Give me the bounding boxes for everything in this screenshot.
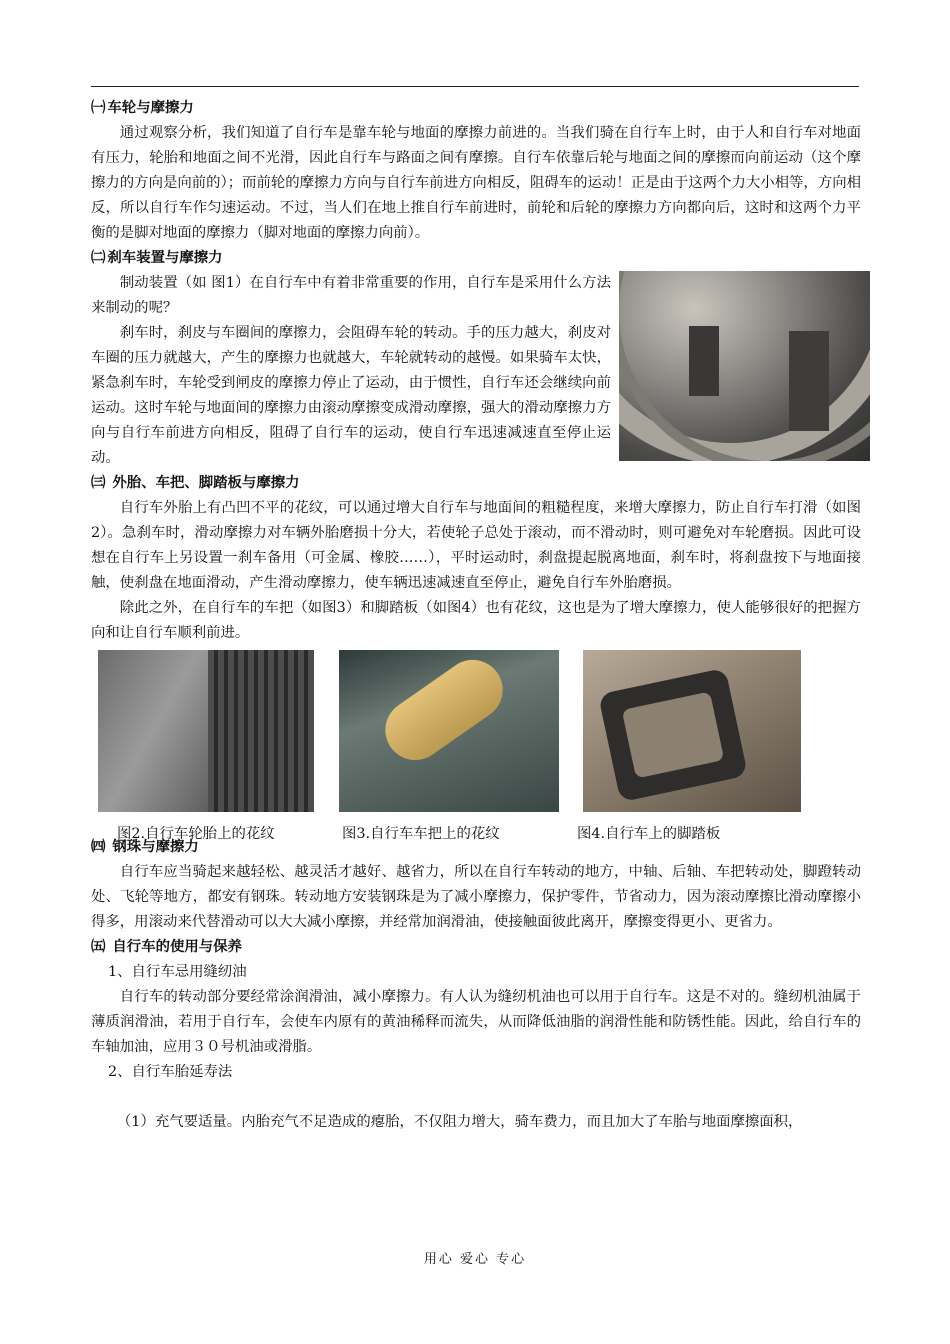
section-2-block (91, 271, 861, 471)
figure-row (91, 650, 861, 842)
section-2-paragraph-2: 刹车时，刹皮与车圈间的摩擦力，会阻碍车轮的转动。手的压力越大，刹皮对车圈的压力就越大，产生的摩擦力也就越大，车轮就转动的越慢。如果骑车太快，紧急刹车时，车轮受到闸皮的摩擦力停止了运动，由于惯性，自行车还会继续向前运动。这时车轮与地面间的摩擦力由滚动摩擦变成滑动摩擦，强大的滑动摩擦力方向与自行车前进方向相反，阻碍了自行车的运动，使自行车迅速减速直至停止运动。 (91, 325, 611, 466)
header-rule (91, 86, 859, 87)
section-2-paragraph-1: 制动装置（如 图1）在自行车中有着非常重要的作用，自行车是采用什么方法来制动的呢？ (91, 275, 611, 316)
section-1-title: 车轮与摩擦力 (107, 100, 194, 116)
section-3-paragraph-1: 自行车外胎上有凸凹不平的花纹，可以通过增大自行车与地面间的粗糙程度，来增大摩擦力，防止自行车打滑（如图2）。急刹车时，滑动摩擦力对车辆外胎磨损十分大，若使轮子总处于滚动，而不滑动时，则可避免对车轮磨损。因此可设想在自行车上另设置一刹车备用（可金属、橡胶……），平时运动时，刹盘提起脱离地面，刹车时，将刹盘按下与地面接触，使刹盘在地面滑动，产生滑动摩擦力，使车辆迅速减速直至停止，避免自行车外胎磨损。 (91, 500, 861, 591)
section-4-paragraph: 自行车应当骑起来越轻松、越灵活才越好、越省力，所以在自行车转动的地方，中轴、后轴、车把转动处，脚蹬转动处、飞轮等地方，都安有钢珠。转动地方安装钢珠是为了减小摩擦力，保护零件，节省动力，因为滚动摩擦比滑动摩擦小得多，用滚动来代替滑动可以大大减小摩擦，并经常加润滑油，使接触面彼此离开，摩擦变得更小、更省力。 (91, 864, 861, 930)
pedal-photo (583, 650, 801, 812)
section-5-number: ㈤ (91, 939, 106, 955)
section-5-title: 自行车的使用与保养 (107, 939, 242, 955)
section-5-item-2-paragraph: （1）充气要适量。内胎充气不足造成的瘪胎，不仅阻力增大，骑车费力，而且加大了车胎与地面摩擦面积， (116, 1114, 803, 1130)
section-2-number: ㈡ (91, 250, 106, 266)
section-4-title: 钢珠与摩擦力 (107, 839, 199, 855)
section-2-heading (91, 246, 861, 271)
section-4-number: ㈣ (91, 839, 106, 855)
section-3-number: ㈢ (91, 475, 106, 491)
tire-photo (98, 650, 314, 812)
figure-2-caption: 图2.自行车轮胎上的花纹 (117, 826, 275, 842)
figure-4-caption: 图4.自行车上的脚踏板 (577, 826, 721, 842)
section-5-item-1-paragraph: 自行车的转动部分要经常涂润滑油，减小摩擦力。有人认为缝纫机油也可以用于自行车。这是不对的。缝纫机油属于薄质润滑油，若用于自行车，会使车内原有的黄油稀释而流失，从而降低油脂的润滑性能和防锈性能。因此，给自行车的车轴加油，应用３０号机油或滑脂。 (91, 989, 861, 1055)
page-footer: 用心 爱心 专心 (423, 1252, 527, 1267)
section-5-item-2: 2、自行车胎延寿法 (108, 1064, 233, 1080)
handlebar-grip-photo (339, 650, 559, 812)
section-2-text (91, 271, 611, 471)
section-1-paragraph: 通过观察分析，我们知道了自行车是靠车轮与地面的摩擦力前进的。当我们骑在自行车上时，由于人和自行车对地面有压力，轮胎和地面之间不光滑，因此自行车与路面之间有摩擦。自行车依靠后轮与地面之间的摩擦而向前运动（这个摩擦力的方向是向前的）；而前轮的摩擦力方向与自行车前进方向相反，阻碍车的运动！正是由于这两个力大小相等，方向相反，所以自行车作匀速运动。不过，当人们在地上推自行车前进时，前轮和后轮的摩擦力方向都向后，这时和这两个力平衡的是脚对地面的摩擦力（脚对地面的摩擦力向前）。 (91, 125, 861, 241)
section-1-heading (91, 96, 861, 121)
section-2-title: 刹车装置与摩擦力 (107, 250, 223, 266)
section-3-title: 外胎、车把、脚踏板与摩擦力 (107, 475, 300, 491)
section-1-number: ㈠ (91, 100, 106, 116)
section-3-paragraph-2: 除此之外，在自行车的车把（如图3）和脚踏板（如图4）也有花纹，这也是为了增大摩擦力，使人能够很好的把握方向和让自行车顺利前进。 (91, 600, 861, 641)
figure-3-caption: 图3.自行车车把上的花纹 (342, 826, 500, 842)
document-body (91, 96, 861, 1135)
section-5-heading (91, 935, 861, 960)
section-5-item-1: 1、自行车忌用缝纫油 (108, 964, 247, 980)
brake-photo (619, 271, 870, 461)
section-3-heading (91, 471, 861, 496)
